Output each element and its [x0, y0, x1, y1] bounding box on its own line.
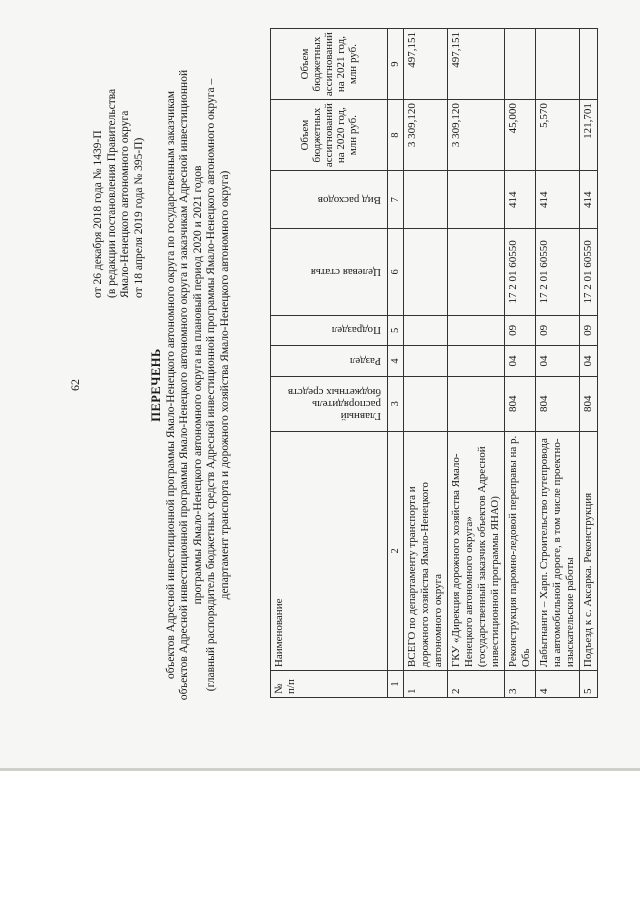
row-name: ГКУ «Дирекция дорожного хозяйства Ямало-Ненецкого автономного округа» (государственный заказчик объектов Адресной инвестиционной программы ЯНАО): [448, 431, 505, 670]
cell-amount-2021: [505, 29, 536, 100]
header-cell: Вид расходов: [271, 171, 388, 229]
table-row: [404, 29, 448, 698]
column-number: 2: [388, 431, 404, 670]
table-row: [505, 29, 536, 698]
row-name: Реконструкция паромно-ледовой переправы на р. Обь: [505, 431, 536, 670]
column-number: 3: [388, 376, 404, 431]
header-cell: Главный распорядитель бюджетных средств: [271, 376, 388, 431]
cell-amount-2020: 5,570: [536, 100, 580, 171]
approval-line: от 18 апреля 2019 года № 395-П): [132, 137, 145, 298]
row-number: 3: [505, 671, 536, 698]
header-cell: Подраздел: [271, 315, 388, 346]
cell-target-article: 17 2 01 60550: [536, 229, 580, 315]
column-number: 9: [388, 29, 404, 100]
title-line: (главный распорядитель бюджетных средств Адресной инвестиционной программы Ямало-Ненецкого автономного округа –: [205, 78, 217, 692]
title-line: программы Ямало-Ненецкого автономного округа на плановый период 2020 и 2021 годов: [191, 165, 204, 605]
cell-subsection: [404, 315, 448, 346]
cell-target-article: [448, 229, 505, 315]
cell-section: [448, 346, 505, 377]
cell-amount-2021: 497,151: [448, 29, 505, 100]
cell-grbs: [448, 376, 505, 431]
approval-note: [92, 8, 146, 298]
approval-line: от 26 декабря 2018 года № 1439-П: [92, 130, 104, 298]
cell-expense-type: 414: [580, 171, 598, 229]
table-row: [536, 29, 580, 698]
cell-amount-2020: 121,701: [580, 100, 598, 171]
row-number: 2: [448, 671, 505, 698]
header-cell: Целевая статья: [271, 229, 388, 315]
header-cell: Объем бюджетных ассигнований на 2021 год, млн руб.: [271, 29, 388, 100]
document-title: [150, 20, 232, 750]
objects-table: [270, 28, 598, 698]
row-number: 1: [404, 671, 448, 698]
cell-subsection: 09: [580, 315, 598, 346]
table-row: [580, 29, 598, 698]
cell-section: 04: [536, 346, 580, 377]
cell-amount-2021: [580, 29, 598, 100]
cell-amount-2021: [536, 29, 580, 100]
cell-amount-2020: 45,000: [505, 100, 536, 171]
cell-section: 04: [505, 346, 536, 377]
column-number-row: [388, 29, 404, 698]
approval-line: Ямало-Ненецкого автономного округа: [119, 110, 131, 298]
header-cell: № п/п: [271, 671, 388, 698]
header-cell: Наименование: [271, 431, 388, 670]
cell-subsection: 09: [536, 315, 580, 346]
row-name: ВСЕГО по департаменту транспорта и дорожного хозяйства Ямало-Ненецкого автономного округа: [404, 431, 448, 670]
cell-grbs: [404, 376, 448, 431]
header-cell: Объем бюджетных ассигнований на 2020 год, млн руб.: [271, 100, 388, 171]
cell-expense-type: [404, 171, 448, 229]
cell-expense-type: 414: [536, 171, 580, 229]
cell-section: 04: [580, 346, 598, 377]
column-number: 4: [388, 346, 404, 377]
cell-grbs: 804: [505, 376, 536, 431]
cell-section: [404, 346, 448, 377]
cell-grbs: 804: [536, 376, 580, 431]
cell-target-article: [404, 229, 448, 315]
row-name: Подъезд к с. Аксарка. Реконструкция: [580, 431, 598, 670]
column-number: 1: [388, 671, 404, 698]
cell-expense-type: 414: [505, 171, 536, 229]
title-line: объектов Адресной инвестиционной программы Ямало-Ненецкого автономного округа и заказчикам Адресной инвестиционной: [178, 69, 190, 701]
row-name: Лабытнанги – Харп. Строительство путепровода на автомобильной дороге, в том числе проектно-изыскательские работы: [536, 431, 580, 670]
row-number: 5: [580, 671, 598, 698]
cell-subsection: [448, 315, 505, 346]
page-number: 62: [68, 379, 82, 391]
column-number: 8: [388, 100, 404, 171]
title-heading: ПЕРЕЧЕНЬ: [149, 348, 163, 422]
cell-target-article: 17 2 01 60550: [580, 229, 598, 315]
column-number: 6: [388, 229, 404, 315]
title-line: департамент транспорта и дорожного хозяйства Ямало-Ненецкого автономного округа): [218, 170, 231, 600]
title-line: объектов Адресной инвестиционной программы Ямало-Ненецкого автономного округа по государственным заказчикам: [164, 90, 177, 680]
column-number: 7: [388, 171, 404, 229]
column-number: 5: [388, 315, 404, 346]
table-row: [448, 29, 505, 698]
cell-amount-2020: 3 309,120: [404, 100, 448, 171]
row-number: 4: [536, 671, 580, 698]
cell-target-article: 17 2 01 60550: [505, 229, 536, 315]
cell-subsection: 09: [505, 315, 536, 346]
cell-amount-2020: 3 309,120: [448, 100, 505, 171]
header-row: [271, 29, 388, 698]
cell-amount-2021: 497,151: [404, 29, 448, 100]
cell-grbs: 804: [580, 376, 598, 431]
cell-expense-type: [448, 171, 505, 229]
header-cell: Раздел: [271, 346, 388, 377]
approval-line: (в редакции постановления Правительства: [105, 88, 118, 298]
